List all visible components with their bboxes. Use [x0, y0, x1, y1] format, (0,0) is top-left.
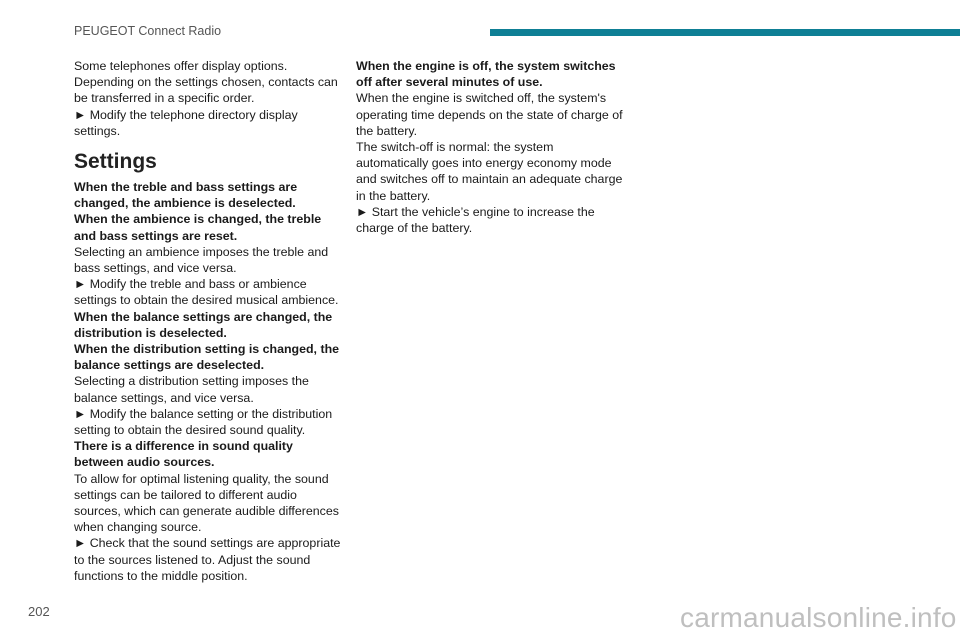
- site-watermark: carmanualsonline.info: [680, 602, 957, 633]
- bold-statement: When the engine is off, the system switches off after several minutes of use.: [356, 59, 616, 90]
- bold-statement: When the balance settings are changed, the distribution is deselected.: [74, 309, 333, 340]
- right-column: [356, 58, 624, 236]
- left-column: [74, 58, 342, 584]
- running-header: PEUGEOT Connect Radio: [74, 24, 222, 38]
- body-paragraph: When the engine is switched off, the system's operating time depends on the state of charge of the battery.: [356, 91, 623, 138]
- body-paragraph: The switch-off is normal: the system automatically goes into energy economy mode and switches off to maintain an adequate charge in the battery.: [356, 140, 623, 203]
- body-paragraph: Selecting an ambience imposes the treble and bass settings, and vice versa.: [74, 244, 329, 276]
- bold-statement: There is a difference in sound quality between audio sources.: [74, 439, 293, 470]
- bold-statement: When the distribution setting is changed, the balance settings are deselected.: [74, 342, 340, 373]
- page-number: 202: [28, 604, 50, 619]
- intro-paragraph: Some telephones offer display options. Depending on the settings chosen, contacts can be transferred in a specific order.: [74, 59, 338, 106]
- instruction-paragraph: ► Modify the treble and bass or ambience settings to obtain the desired musical ambience.: [74, 277, 339, 308]
- section-heading-settings: Settings: [74, 150, 157, 174]
- body-paragraph: To allow for optimal listening quality, the sound settings can be tailored to different audio sources, which can generate audible differences when changing source.: [74, 471, 339, 535]
- bold-statement: When the ambience is changed, the treble and bass settings are reset.: [74, 212, 322, 243]
- bold-statement: When the treble and bass settings are changed, the ambience is deselected.: [74, 180, 298, 211]
- instruction-paragraph: ► Modify the telephone directory display settings.: [74, 107, 298, 138]
- header-accent-bar: [490, 29, 960, 36]
- body-paragraph: Selecting a distribution setting imposes the balance settings, and vice versa.: [74, 374, 309, 405]
- instruction-paragraph: ► Start the vehicle’s engine to increase the charge of the battery.: [356, 204, 595, 236]
- instruction-paragraph: ► Check that the sound settings are appropriate to the sources listened to. Adjust the sound functions to the middle position.: [74, 536, 341, 583]
- instruction-paragraph: ► Modify the balance setting or the distribution setting to obtain the desired sound quality.: [74, 406, 333, 438]
